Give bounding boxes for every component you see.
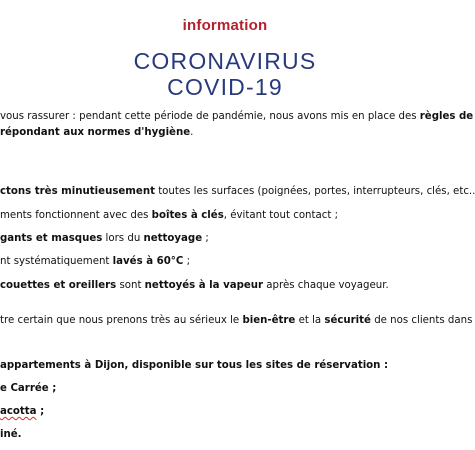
apartments-intro-bold: appartements à Dijon, disponible sur tous les sites de réservation : <box>0 360 389 371</box>
closing-text-3: de nos clients dans <box>370 315 473 326</box>
title-covid19: COVID-19 <box>167 74 283 100</box>
measure-keyboxes <box>0 210 338 222</box>
closing-text-2: et la <box>295 315 325 326</box>
measure-gloves-bold-2: nettoyage <box>143 233 203 244</box>
closing-bold-2: sécurité <box>324 315 371 326</box>
measure-cleaning-bold: ctons très minutieusement <box>0 186 155 197</box>
measure-steam-text-1: sont <box>116 280 145 291</box>
measure-cleaning <box>0 186 475 198</box>
closing-bold-1: bien-être <box>242 315 296 326</box>
measure-gloves-bold-1: gants et masques <box>0 233 103 244</box>
intro-line-1-text: vous rassurer : pendant cette période de pandémie, nous avons mis en place des <box>0 111 420 122</box>
closing-text-1: tre certain que nous prenons très au sérieux le <box>0 315 243 326</box>
measure-gloves-text-1: lors du <box>102 233 144 244</box>
measure-steam-bold-1: couettes et oreillers <box>0 280 117 291</box>
title-coronavirus: CORONAVIRUS <box>133 48 317 74</box>
measure-washing-text: nt systématiquement <box>0 256 113 267</box>
measure-keyboxes-bold: boîtes à clés <box>151 210 224 221</box>
apartment-item-3 <box>0 429 22 441</box>
apartment-item-3-text: iné. <box>0 429 22 440</box>
measure-cleaning-text: toutes les surfaces (poignées, portes, interrupteurs, clés, etc.. <box>154 186 475 197</box>
apartment-item-1-text: e Carrée ; <box>0 383 57 394</box>
measure-washing-end: ; <box>183 256 191 267</box>
intro-line-1-bold: règles de <box>419 111 474 122</box>
apartment-item-2-name: acotta <box>0 406 37 417</box>
apartment-item-2-end: ; <box>36 406 45 417</box>
measure-gloves-text-2: ; <box>202 233 209 244</box>
measure-washing <box>0 256 190 268</box>
intro-line-1 <box>0 111 473 123</box>
info-heading: information <box>182 17 268 34</box>
measure-steam-text-2: après chaque voyageur. <box>263 280 389 291</box>
measure-gloves <box>0 233 209 245</box>
intro-line-2-end: . <box>190 127 194 138</box>
measure-keyboxes-text-1: ments fonctionnent avec des <box>0 210 152 221</box>
closing-statement <box>0 315 472 327</box>
measure-steam-bold-2: nettoyés à la vapeur <box>144 280 264 291</box>
measure-washing-bold: lavés à 60°C <box>112 256 184 267</box>
apartments-intro <box>0 360 388 372</box>
measure-keyboxes-text-2: , évitant tout contact ; <box>223 210 339 221</box>
intro-line-2-bold: répondant aux normes d'hygiène <box>0 127 191 138</box>
apartment-item-1 <box>0 383 56 395</box>
apartment-item-2 <box>0 406 44 418</box>
measure-steam <box>0 280 389 292</box>
intro-line-2 <box>0 127 193 139</box>
